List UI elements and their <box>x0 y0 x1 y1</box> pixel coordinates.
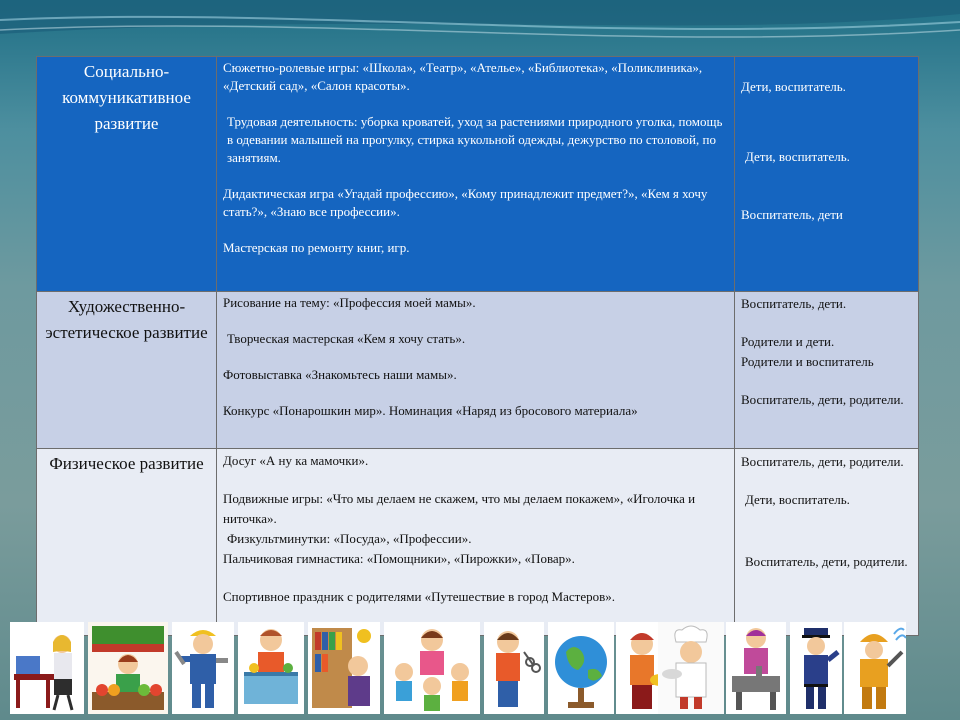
activity-text: Подвижные игры: «Что мы делаем не скажем, что мы делаем покажем», «Иголочка и ниточка». <box>223 491 696 526</box>
participant-text: Воспитатель, дети, родители. <box>741 454 904 469</box>
participant-text: Родители и дети. <box>741 334 835 349</box>
activity-text: Дидактическая игра «Угадай профессию», «Кому принадлежит предмет?», «Кем я хочу стать?», «Знаю все профессии». <box>223 186 708 219</box>
area-cell: Художественно-эстетическое развитие <box>37 292 217 449</box>
cook-icon <box>658 622 724 714</box>
activities-cell <box>217 292 735 449</box>
participant-text: Воспитатель, дети, родители. <box>745 554 908 569</box>
participant-text: Дети, воспитатель. <box>745 492 850 507</box>
seamstress-icon <box>726 622 786 714</box>
teacher-globe-icon <box>548 622 614 714</box>
police-officer-icon <box>790 622 842 714</box>
activity-text: Физкультминутки: «Посуда», «Профессии». <box>227 531 472 546</box>
firefighter-icon <box>844 622 906 714</box>
activities-cell <box>217 57 735 292</box>
mechanic-icon <box>172 622 234 714</box>
office-worker-icon <box>10 622 84 714</box>
hairdresser-icon <box>484 622 544 714</box>
librarian-icon <box>308 622 380 714</box>
background-swoosh <box>0 0 960 60</box>
activity-text: Фотовыставка «Знакомьтесь наши мамы». <box>223 367 457 382</box>
activity-text: Творческая мастерская «Кем я хочу стать». <box>227 331 466 346</box>
participants-cell <box>735 57 919 292</box>
activity-text: Конкурс «Понарошкин мир». Номинация «Наряд из бросового материала» <box>223 403 638 418</box>
activity-text: Спортивное праздник с родителями «Путешествие в город Мастеров». <box>223 589 615 604</box>
activity-text: Пальчиковая гимнастика: «Помощники», «Пирожки», «Повар». <box>223 551 575 566</box>
participants-cell <box>735 292 919 449</box>
activity-text: Досуг «А ну ка мамочки». <box>223 453 369 468</box>
participant-text: Дети, воспитатель. <box>741 79 846 94</box>
table-row <box>37 292 919 449</box>
shop-seller-icon <box>238 622 304 714</box>
participant-text: Воспитатель, дети. <box>741 296 847 311</box>
activity-text: Мастерская по ремонту книг, игр. <box>223 240 410 255</box>
participant-text: Родители и воспитатель <box>741 354 874 369</box>
activity-text: Рисование на тему: «Профессия моей мамы». <box>223 295 476 310</box>
table-row <box>37 449 919 636</box>
vegetable-seller-icon <box>88 622 168 714</box>
activity-text: Сюжетно-ролевые игры: «Школа», «Театр», «Ателье», «Библиотека», «Поликлиника», «Детский сад», «Салон красоты». <box>223 60 703 93</box>
participant-text: Воспитатель, дети, родители. <box>741 392 904 407</box>
kindergarten-teacher-icon <box>384 622 480 714</box>
professions-picture-strip <box>10 622 954 714</box>
activity-text: Трудовая деятельность: уборка кроватей, уход за растениями природного уголка, помощь в одевании малышей на прогулку, стирка кукольной одежды, дежурство по столовой, по занятиям. <box>227 114 723 165</box>
activities-table <box>36 56 919 636</box>
activities-cell <box>217 449 735 636</box>
area-cell: Социально-коммуникативное развитие <box>37 57 217 292</box>
participant-text: Воспитатель, дети <box>741 207 843 222</box>
participants-cell <box>735 449 919 636</box>
area-cell: Физическое развитие <box>37 449 217 636</box>
table-row <box>37 57 919 292</box>
participant-text: Дети, воспитатель. <box>745 149 850 164</box>
